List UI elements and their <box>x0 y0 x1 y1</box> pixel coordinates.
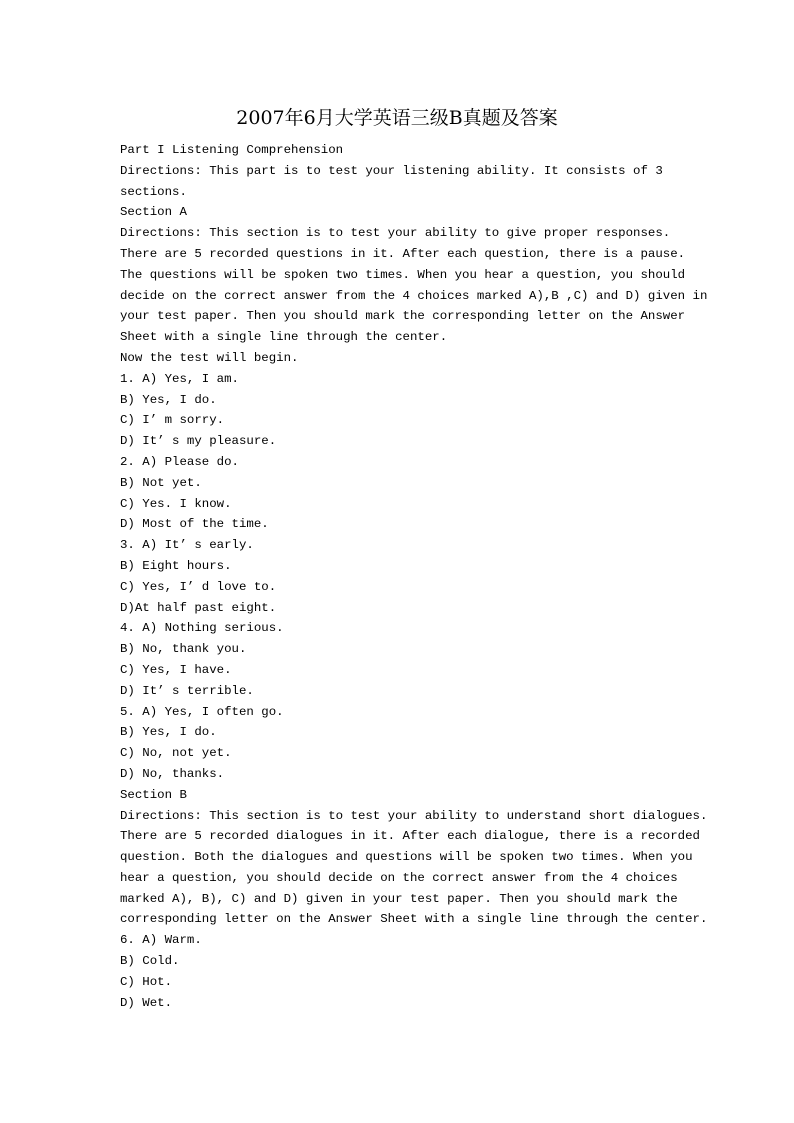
text-line: D) Most of the time. <box>120 517 269 532</box>
text-line: 3. A) It’ s early. <box>120 538 254 553</box>
text-line: corresponding letter on the Answer Sheet with a single line through the center. <box>120 912 708 927</box>
text-line: C) Hot. <box>120 974 173 989</box>
text-line: C) Yes, I have. <box>120 662 232 677</box>
text-line: Directions: This section is to test your ability to give proper responses. <box>120 226 671 241</box>
text-line: C) I’ m sorry. <box>120 413 225 428</box>
text-line: hear a question, you should decide on the correct answer from the 4 choices <box>120 870 678 885</box>
text-line: C) Yes, I’ d love to. <box>120 579 277 594</box>
text-line: The questions will be spoken two times. When you hear a question, you should <box>120 267 686 282</box>
text-line: question. Both the dialogues and questions will be spoken two times. When you <box>120 850 693 865</box>
text-line: sections. <box>120 184 187 199</box>
text-line: 5. A) Yes, I often go. <box>120 704 284 719</box>
text-line: D) No, thanks. <box>120 766 225 781</box>
document-body <box>120 140 708 1013</box>
text-line: C) No, not yet. <box>120 746 232 761</box>
text-line: Sheet with a single line through the center. <box>120 330 448 345</box>
text-line: D) Wet. <box>120 995 173 1010</box>
text-line: Now the test will begin. <box>120 350 299 365</box>
text-line: Section B <box>120 787 187 802</box>
text-line: D) It’ s my pleasure. <box>120 434 277 449</box>
text-line: Section A <box>120 205 187 220</box>
text-line: decide on the correct answer from the 4 choices marked A),B ,C) and D) given in <box>120 288 708 303</box>
text-line: D) It’ s terrible. <box>120 683 254 698</box>
text-line: B) Yes, I do. <box>120 392 217 407</box>
text-line: B) Not yet. <box>120 475 202 490</box>
text-line: B) Eight hours. <box>120 558 232 573</box>
text-line: There are 5 recorded questions in it. After each question, there is a pause. <box>120 246 686 261</box>
text-line: B) Yes, I do. <box>120 725 217 740</box>
text-line: B) No, thank you. <box>120 642 247 657</box>
text-line: 4. A) Nothing serious. <box>120 621 284 636</box>
text-line: There are 5 recorded dialogues in it. After each dialogue, there is a recorded <box>120 829 700 844</box>
text-line: C) Yes. I know. <box>120 496 232 511</box>
text-line: D)At half past eight. <box>120 600 277 615</box>
text-line: 2. A) Please do. <box>120 454 239 469</box>
text-line: Directions: This part is to test your listening ability. It consists of 3 <box>120 163 663 178</box>
text-line: Directions: This section is to test your ability to understand short dialogues. <box>120 808 708 823</box>
text-line: 6. A) Warm. <box>120 933 202 948</box>
text-line: Part I Listening Comprehension <box>120 143 344 157</box>
text-line: marked A), B), C) and D) given in your test paper. Then you should mark the <box>120 891 678 906</box>
text-line: B) Cold. <box>120 954 180 969</box>
text-line: your test paper. Then you should mark the corresponding letter on the Answer <box>120 309 686 324</box>
text-line: 1. A) Yes, I am. <box>120 371 239 386</box>
document-title: 2007年6月大学英语三级B真题及答案 <box>236 107 558 129</box>
